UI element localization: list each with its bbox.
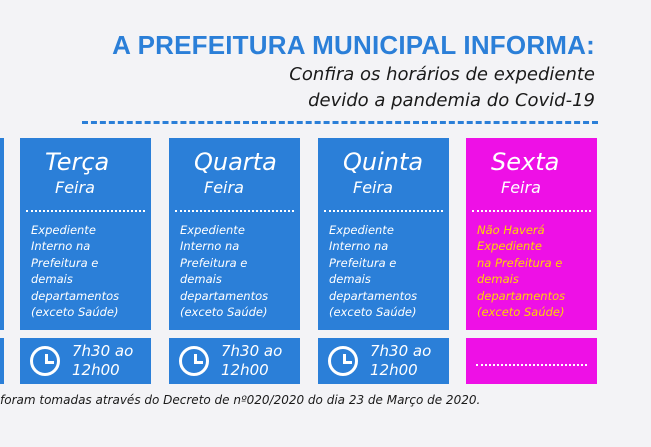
time-range [72, 342, 150, 380]
time-start: 7h30 ao [72, 342, 134, 360]
desc-line: Expediente [329, 223, 394, 237]
time-end: 12h00 [72, 361, 120, 379]
desc-line: demais [477, 272, 519, 287]
clock-icon [179, 346, 209, 376]
day-card-quinta [318, 138, 449, 330]
time-end: 12h00 [370, 361, 418, 379]
desc-line: na Prefeitura e [477, 255, 563, 270]
desc-line: Interno na [180, 239, 240, 254]
day-card-quarta [169, 138, 300, 330]
subtitle-line-1: Confira os horários de expediente [289, 64, 595, 85]
day-card-terca [20, 138, 151, 330]
day-suffix: Feira [204, 178, 244, 197]
desc-line: demais [180, 272, 222, 287]
desc-line: Interno na [31, 239, 91, 254]
headline: A PREFEITURA MUNICIPAL INFORMA: [112, 30, 595, 60]
schedule-description [477, 222, 595, 320]
day-suffix: Feira [353, 178, 393, 197]
day-suffix: Feira [501, 178, 541, 197]
desc-line: Prefeitura e [31, 255, 99, 270]
desc-line: Expediente [477, 239, 542, 254]
time-box-quinta [318, 338, 449, 384]
time-box-terca [20, 338, 151, 384]
desc-line: departamentos [329, 288, 418, 303]
desc-line: Interno na [329, 239, 389, 254]
header-divider [82, 121, 598, 124]
desc-line: (exceto Saúde) [477, 305, 565, 320]
desc-line: departamentos [477, 288, 566, 303]
card-divider [324, 210, 443, 212]
clock-icon [328, 346, 358, 376]
no-hours-placeholder [476, 364, 587, 366]
card-divider [175, 210, 294, 212]
desc-line: Prefeitura e [180, 255, 248, 270]
desc-line: departamentos [180, 288, 269, 303]
desc-line: (exceto Saúde) [31, 305, 119, 320]
desc-line: Prefeitura e [329, 255, 397, 270]
desc-line: demais [329, 272, 371, 287]
day-name: Sexta [491, 148, 560, 176]
schedule-description [329, 222, 447, 320]
time-box-quarta [169, 338, 300, 384]
day-card-sexta [466, 138, 597, 330]
day-suffix: Feira [55, 178, 95, 197]
card-divider [26, 210, 145, 212]
desc-line: Expediente [180, 223, 245, 237]
desc-line: (exceto Saúde) [180, 305, 268, 320]
partial-card-left [0, 138, 4, 330]
desc-line: (exceto Saúde) [329, 305, 417, 320]
partial-time-box-left [0, 338, 4, 384]
day-name: Terça [45, 148, 110, 176]
subtitle-line-2: devido a pandemia do Covid-19 [308, 90, 595, 111]
time-box-sexta [466, 338, 597, 384]
time-start: 7h30 ao [370, 342, 432, 360]
clock-icon [30, 346, 60, 376]
desc-line: Expediente [31, 223, 96, 237]
time-start: 7h30 ao [221, 342, 283, 360]
time-range [221, 342, 299, 380]
desc-line: Não Haverá [477, 223, 545, 237]
card-divider [472, 210, 591, 212]
day-name: Quarta [194, 148, 277, 176]
desc-line: departamentos [31, 288, 120, 303]
desc-line: demais [31, 272, 73, 287]
time-range [370, 342, 448, 380]
schedule-description [180, 222, 298, 320]
schedule-description [31, 222, 149, 320]
decree-footnote: foram tomadas através do Decreto de nº020/2020 do dia 23 de Março de 2020. [0, 393, 481, 407]
day-name: Quinta [343, 148, 424, 176]
time-end: 12h00 [221, 361, 269, 379]
